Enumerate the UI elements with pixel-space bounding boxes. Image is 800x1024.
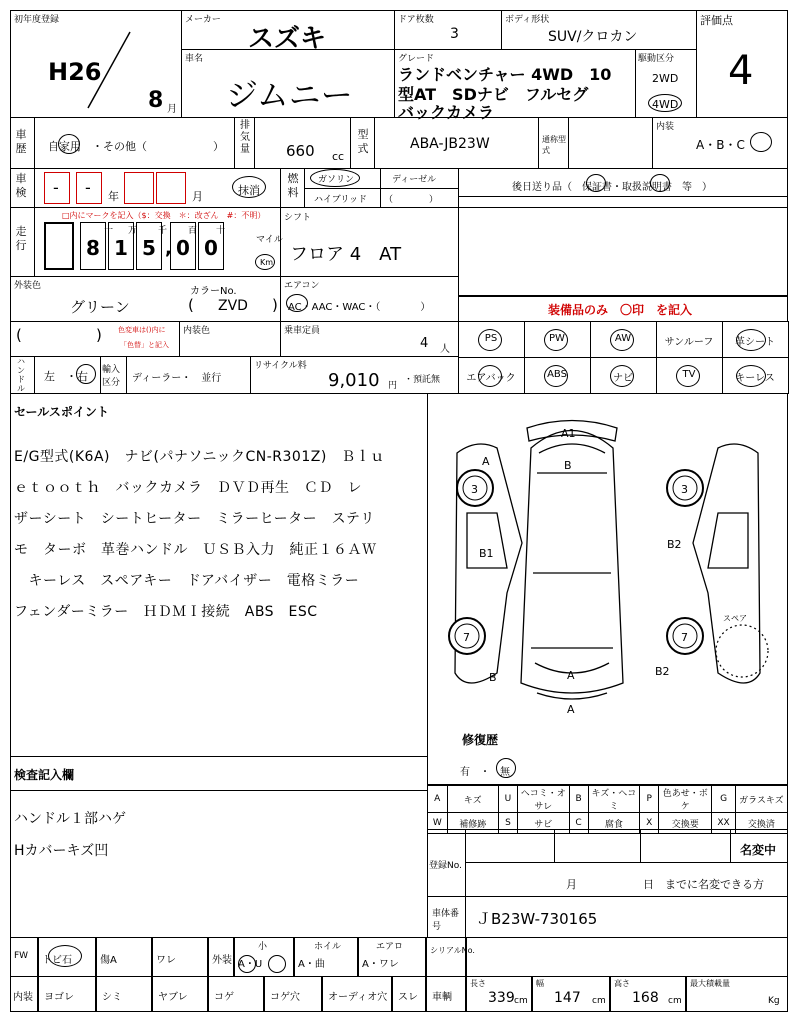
inspection-note-2: Hカバーキズ凹: [14, 843, 109, 859]
slash-divider: [80, 30, 140, 110]
sales-line-1: ｅｔｏｏｔｈ バックカメラ ＤＶＤ再生 ＣＤ レ: [14, 480, 362, 496]
car-diagram: [427, 393, 788, 723]
interior-item-0: ヨゴレ: [44, 992, 74, 1003]
name-change-by: 月 日 までに名変できる方: [566, 878, 764, 891]
legend-cell: A: [428, 786, 448, 813]
equip-circle-9: [736, 365, 766, 387]
repair-none-circle: [496, 758, 516, 778]
exterior-small-a-circle: [238, 955, 256, 973]
docs-manual-circle: [650, 174, 670, 192]
legend-cell: XX: [712, 813, 735, 834]
registration-label: 登録No.: [429, 861, 462, 871]
cc-unit: cc: [332, 150, 345, 163]
equip-circle-2: [610, 329, 634, 351]
maker-label: メーカー: [185, 15, 221, 25]
equip-label-3: サンルーフ: [664, 337, 714, 348]
expired: 抹消: [238, 184, 260, 197]
equip-label-2: AW: [614, 333, 632, 344]
mile-div: [34, 207, 35, 277]
sales-line-0: E/G型式(K6A) ナビ(パナソニックCN-R301Z) Ｂｌｕ: [14, 449, 385, 465]
model-divider: [350, 117, 351, 169]
reg-v2: [640, 829, 641, 862]
equip-label-0: PS: [484, 333, 498, 344]
fuel-div: [280, 168, 281, 208]
aero-label: エアロ: [376, 942, 404, 952]
fuel-hline: [304, 188, 458, 189]
interior-divider: [652, 117, 653, 169]
fuel-vline: [380, 168, 381, 208]
ac-circle: [286, 294, 308, 312]
sales-line-2: ザーシート シートヒーター ミラーヒーター ステリ: [14, 511, 375, 527]
handle-div: [34, 356, 35, 394]
common-model-label: 通称型式: [542, 135, 566, 155]
drive-2wd: 2WD: [652, 72, 679, 85]
width-value: 147: [554, 990, 581, 1006]
damage-mark-5: B1: [479, 547, 494, 560]
serial-value-cell: [466, 937, 788, 977]
legend-cell: ガラスキズ: [735, 786, 787, 813]
equip-circle-8: [676, 365, 700, 387]
recycle-label: リサイクル料: [254, 361, 307, 371]
fuel-label: 燃料: [287, 172, 299, 199]
interior-item-4: コゲ穴: [270, 992, 300, 1003]
damage-mark-7: 7: [463, 631, 470, 644]
interior-item-6: スレ: [398, 992, 418, 1003]
disp-divider2: [254, 117, 255, 169]
car-history: 自家用 ・その他（ ）: [48, 140, 224, 153]
maker: スズキ: [248, 24, 327, 54]
legend-cell: U: [498, 786, 517, 813]
body-label: ボディ形状: [505, 15, 550, 25]
color-change-paren-r: ): [96, 326, 102, 344]
doors-label: ドア枚数: [398, 15, 434, 25]
mile-unit-1: 万: [128, 226, 138, 236]
mile-unit-2: 千: [158, 226, 168, 236]
dims-label: 車輌: [432, 992, 452, 1003]
interior-item-1: シミ: [102, 992, 122, 1003]
color-change-note-1: 色変車は()内に: [118, 326, 166, 334]
repair-value: 有 ・ 無: [460, 767, 510, 778]
inspection-label: 車検: [15, 172, 27, 199]
notes-line: [10, 790, 428, 791]
year-unit: 年: [108, 190, 119, 203]
legend-cell: C: [569, 813, 588, 834]
equip-label-5: エアバック: [466, 373, 516, 384]
interior-grade-label: 内装: [656, 122, 675, 132]
damage-mark-12: A: [567, 703, 575, 716]
handle: 左 ・右: [44, 370, 88, 383]
drive-label: 駆動区分: [638, 54, 675, 64]
max-load-unit: Kg: [768, 996, 780, 1006]
ext-color-label: 外装色: [14, 281, 42, 291]
reg-v1: [554, 829, 555, 862]
month-unit-2: 月: [192, 190, 203, 203]
import-div2: [126, 356, 127, 394]
legend-cell: 交換済: [735, 813, 787, 834]
inspection-note-1: ハンドル１部ハゲ: [14, 811, 126, 827]
drive-4wd: 4WD: [652, 98, 679, 111]
width-unit: cm: [592, 996, 606, 1006]
height-value: 168: [632, 990, 659, 1006]
fw-item-0-circle: [48, 945, 82, 967]
drive-4wd-circle: [648, 94, 682, 112]
displacement: 660: [286, 142, 315, 160]
legend-cell: 交換要: [659, 813, 712, 834]
spare-label: スペア: [723, 614, 747, 623]
legend-row: [428, 786, 788, 813]
equip-label-6: ABS: [547, 369, 567, 380]
reg-h: [465, 862, 788, 863]
mile-unit-0: 十: [104, 226, 114, 236]
mileage-label: 走行: [15, 225, 27, 252]
mile-digit-0[interactable]: [44, 222, 74, 270]
mile-digit-value-2: 1: [114, 236, 128, 260]
int-color-label: 内装色: [183, 326, 211, 336]
fuel-diesel: ディーゼル: [392, 175, 437, 185]
exterior-small: A・U: [238, 959, 263, 970]
score: 4: [728, 48, 754, 94]
shift-label: シフト: [284, 213, 312, 223]
equip-circle-7: [610, 365, 634, 387]
legend-cell: B: [569, 786, 588, 813]
legend-cell: S: [498, 813, 517, 834]
max-load-label: 最大積載量: [690, 979, 730, 988]
damage-mark-9: B: [489, 671, 497, 684]
exterior-label: 外装: [212, 955, 232, 966]
equip-label-8: TV: [682, 369, 696, 380]
equip-label-7: ナビ: [613, 373, 633, 384]
mile-label: マイル: [256, 235, 283, 245]
insp-dash-1: -: [53, 178, 59, 197]
disp-divider: [234, 117, 235, 169]
legend-cell: G: [712, 786, 735, 813]
grade-label: グレード: [398, 54, 435, 64]
import-label: 輸入区分: [102, 365, 121, 388]
body-type: SUV/クロカン: [548, 29, 638, 45]
sales-line-3: モ ターボ 革巻ハンドル ＵＳＢ入力 純正１６ＡＷ: [14, 542, 377, 558]
expired-circle: [232, 176, 266, 198]
equip-circle-4: [736, 329, 766, 351]
history-label: 車歴: [15, 128, 27, 155]
equip-circle-1: [544, 329, 568, 351]
model-divider2: [374, 117, 375, 169]
height-label: 高さ: [614, 979, 630, 988]
interior-item-2: ヤブレ: [158, 992, 188, 1003]
mile-digit-value-5: 0: [204, 236, 218, 260]
reg-div: [465, 829, 466, 897]
exterior-small-label: 小: [258, 942, 268, 952]
damage-mark-10: A: [567, 669, 575, 682]
mile-digit-value-3: 5: [142, 236, 156, 260]
interior-label: 内装: [13, 992, 33, 1003]
grade-line-1: ランドベンチャー 4WD 10: [398, 65, 612, 84]
vin-div: [465, 896, 466, 938]
handle-label: ハンドル: [17, 357, 25, 393]
car-outline: [455, 421, 760, 700]
recycle-deposit: ・預託無: [404, 375, 441, 385]
equip-circle-5: [478, 365, 502, 387]
shift-div: [280, 207, 281, 277]
damage-legend: [427, 785, 788, 834]
color-change-paren-l: (: [16, 326, 22, 344]
ac-label: エアコン: [284, 281, 320, 291]
fw-item-0: トビ石: [42, 955, 72, 966]
docs-label: 後日送り品（ 保証書・取扱説明書 等 ）: [512, 182, 712, 193]
inspection-notes-label: 検査記入欄: [14, 768, 75, 782]
capacity-unit: 人: [440, 344, 450, 355]
ac: AC・AAC・WAC・（ ）: [288, 302, 431, 313]
vin: ＪB23W-730165: [476, 910, 598, 928]
mile-unit-3: 百: [188, 226, 198, 236]
mile-digit-value-4: 0: [176, 236, 190, 260]
car-name-label: 車名: [185, 54, 204, 64]
repair-label: 修復歴: [462, 733, 499, 747]
capacity: 4: [420, 336, 429, 351]
vin-label: 車体番号: [432, 909, 460, 932]
legend-cell: 色あせ・ボケ: [659, 786, 712, 813]
color-no-label: カラーNo.: [190, 286, 237, 297]
aero: A・ワレ: [362, 959, 399, 970]
damage-mark-1: B: [564, 459, 572, 472]
mile-unit-4: 十: [216, 226, 226, 236]
import-div: [100, 356, 101, 394]
shift: フロア 4 AT: [290, 244, 402, 265]
legend-cell: X: [640, 813, 659, 834]
sales-line-4: キーレス スペアキー ドアバイザー 電格ミラー: [14, 573, 360, 589]
fuel-gas: ガソリン: [318, 175, 355, 185]
damage-mark-8: 7: [681, 631, 688, 644]
docs-area: [458, 196, 788, 296]
equip-circle-6: [544, 365, 568, 387]
damage-mark-11: B2: [655, 665, 670, 678]
fw-label: FW: [14, 951, 29, 961]
km-label: Km: [260, 258, 274, 267]
fuel-hybrid: ハイブリッド: [314, 195, 368, 205]
color-no-paren-r: ): [272, 296, 278, 314]
name-change: 名変中: [740, 843, 777, 857]
legend-cell: P: [640, 786, 659, 813]
insp-box-3[interactable]: [124, 172, 154, 204]
recycle: 9,010: [328, 370, 380, 391]
sales-line-5: フェンダーミラー ＨＤＭＩ接続 ABS ESC: [14, 604, 318, 620]
height-unit: cm: [668, 996, 682, 1006]
ext-color: グリーン: [70, 298, 130, 316]
fw-item-1: 傷A: [100, 955, 117, 966]
grade-line-3: バックカメラ: [398, 103, 495, 122]
fuel-gas-circle: [310, 169, 360, 187]
model: ABA-JB23W: [410, 136, 490, 152]
mile-comma: ,: [165, 238, 172, 259]
import: ディーラー・ 並行: [132, 373, 222, 384]
history-private-circle: [58, 134, 80, 154]
serial-label: シリアルNo.: [430, 946, 475, 955]
doors: 3: [450, 26, 459, 42]
mile-digit-value-1: 8: [86, 236, 100, 260]
common-divider: [538, 117, 539, 169]
equip-top: [458, 296, 788, 322]
serial-label-cell: [426, 937, 466, 977]
common-divider2: [568, 117, 569, 169]
damage-mark-6: B2: [667, 538, 682, 551]
mark-note: □内にマークを記入（$：交換 ＊：改ざん #：不明）: [62, 211, 266, 220]
first-reg-label: 初年度登録: [14, 15, 60, 25]
equip-label-4: 革シート: [735, 337, 775, 348]
car-name: ジムニー: [226, 76, 353, 114]
docs-warranty-circle: [586, 174, 606, 192]
color-change-note-2: 「色替」と記入: [120, 341, 169, 349]
equipment-note: 装備品のみ 〇印 を記入: [548, 303, 693, 317]
equip-label-9: キーレス: [735, 373, 775, 384]
insp-dash-2: -: [85, 178, 91, 197]
first-reg-month: 8: [148, 88, 164, 113]
recycle-unit: 円: [388, 381, 398, 391]
model-label: 型式: [357, 128, 369, 155]
reg-v3: [730, 829, 731, 862]
damage-mark-4: 3: [681, 483, 688, 496]
km-circle: [255, 254, 275, 270]
score-label: 評価点: [700, 14, 733, 27]
legend-cell: ヘコミ・オサレ: [517, 786, 569, 813]
wheels: [449, 470, 703, 654]
history-divider: [34, 117, 35, 169]
legend-cell: サビ: [517, 813, 569, 834]
legend-cell: W: [428, 813, 448, 834]
legend-cell: キズ・ヘコミ: [588, 786, 640, 813]
width-label: 幅: [536, 979, 544, 988]
color-no-paren-l: (: [188, 296, 194, 314]
fuel-other: （ ）: [384, 195, 439, 205]
insp-box-4[interactable]: [156, 172, 186, 204]
handle-right-circle: [76, 364, 96, 384]
month-unit: 月: [167, 104, 177, 115]
interior-item-5: オーディオ穴: [328, 992, 388, 1003]
capacity-label: 乗車定員: [284, 326, 321, 336]
equip-circle-0: [478, 329, 502, 351]
length-unit: cm: [514, 996, 528, 1006]
damage-mark-2: A: [482, 455, 490, 468]
equip-label-1: PW: [549, 333, 565, 344]
grade-line-2: 型AT SDナビ フルセグ: [398, 85, 589, 104]
length-label: 長さ: [470, 979, 486, 988]
exterior-small-u-circle: [268, 955, 286, 973]
wheel-label: ホイル: [314, 942, 342, 952]
damage-mark-3: 3: [471, 483, 478, 496]
legend-cell: キズ: [447, 786, 498, 813]
interior-grade: A・B・C: [696, 138, 745, 152]
legend-cell: 補修跡: [447, 813, 498, 834]
length-value: 339: [488, 990, 515, 1006]
interior-grade-circle: [750, 132, 772, 152]
wheel: A・曲: [298, 959, 325, 970]
sales-points-label: セールスポイント: [14, 405, 109, 419]
fw-item-2: ワレ: [156, 955, 176, 966]
insp-div: [34, 168, 35, 208]
color-no: ZVD: [218, 298, 248, 314]
interior-item-3: コゲ: [214, 992, 234, 1003]
recycle-div: [250, 356, 251, 394]
displacement-label: 排気量: [240, 120, 250, 155]
legend-cell: 腐食: [588, 813, 640, 834]
damage-mark-0: A1: [561, 427, 576, 440]
first-reg-year: H26: [48, 58, 102, 86]
